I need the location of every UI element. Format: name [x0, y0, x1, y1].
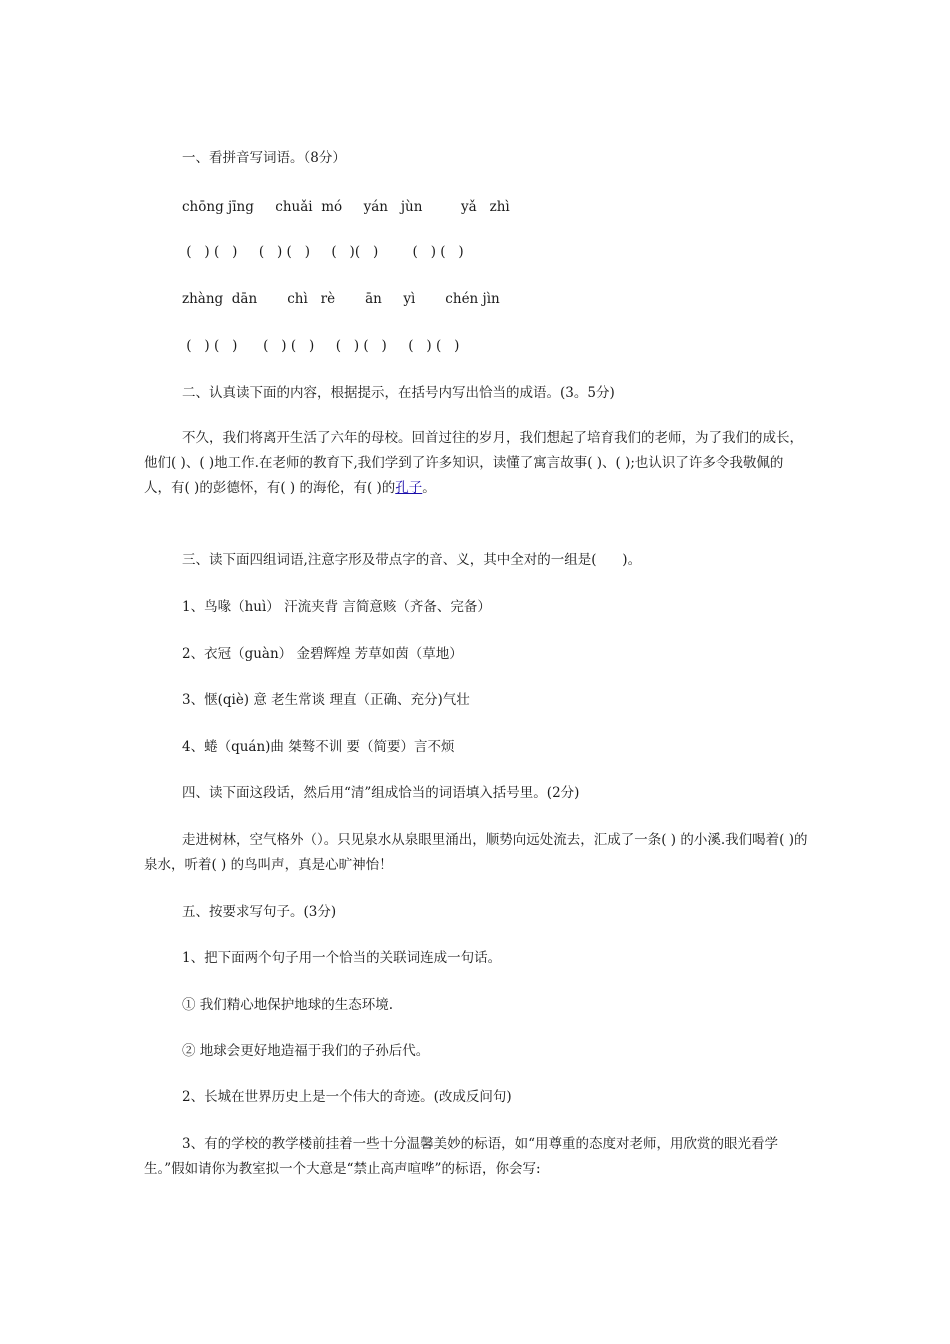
question-3: 3、有的学校的教学楼前挂着一些十分温馨美妙的标语，如“用尊重的态度对老师，用欣赏的眼光看学生。”假如请你为教室拟一个大意是“禁止高声喧哗”的标语，你会写: — [144, 1136, 778, 1177]
section-2-passage — [144, 426, 808, 501]
passage-text: 不久，我们将离开生活了六年的母校。回首过往的岁月，我们想起了培育我们的老师，为了我们的成长，他们( )、( )地工作.在老师的教育下,我们学到了许多知识，读懂了寓言故事( )、( );也认识了许多令我敬佩的人，有( )的彭德怀，有( ) 的海伦，有( )的 — [144, 430, 803, 496]
option-item: 1、鸟喙（huì） 汗流夹背 言简意赅（齐备、完备） — [182, 599, 491, 615]
section-4-passage: 走进树林，空气格外（）。只见泉水从泉眼里涌出，顺势向远处流去，汇成了一条( ) 的小溪.我们喝着( )的泉水，听着( ) 的鸟叫声，真是心旷神怡！ — [144, 832, 808, 873]
option-item: 2、衣冠（guàn） 金碧辉煌 芳草如茵（草地） — [182, 646, 463, 662]
option-item: 4、蜷（quán)曲 桀骜不训 要（简要）言不烦 — [182, 739, 455, 755]
blank-row-2: ( ) ( ) ( ) ( ) ( ) ( ) ( ) ( ) — [182, 338, 460, 354]
section-4-heading: 四、读下面这段话，然后用“清”组成恰当的词语填入括号里。(2分) — [182, 785, 580, 801]
question-1-sentence-a: ① 我们精心地保护地球的生态环境. — [182, 997, 394, 1013]
section-5-heading: 五、按要求写句子。(3分) — [182, 904, 337, 920]
pinyin-row-2: zhàng dān chì rè ān yì chén jìn — [182, 291, 500, 307]
question-1-sentence-b: ② 地球会更好地造福于我们的子孙后代。 — [182, 1043, 430, 1059]
section-3-heading: 三、读下面四组词语,注意字形及带点字的音、义，其中全对的一组是( )。 — [182, 552, 642, 568]
section-1-heading: 一、看拼音写词语。（8分） — [182, 150, 346, 166]
option-item: 3、惬(qiè) 意 老生常谈 理直（正确、充分)气壮 — [182, 692, 470, 708]
question-2: 2、长城在世界历史上是一个伟大的奇迹。(改成反问句) — [182, 1089, 512, 1105]
question-1: 1、把下面两个句子用一个恰当的关联词连成一句话。 — [182, 950, 502, 966]
confucius-link[interactable]: 孔子 — [395, 480, 423, 496]
section-2-heading: 二、认真读下面的内容，根据提示，在括号内写出恰当的成语。(3。5分) — [182, 385, 615, 401]
blank-row-1: ( ) ( ) ( ) ( ) ( )( ) ( ) ( ) — [182, 244, 464, 260]
passage-end: 。 — [422, 480, 436, 496]
pinyin-row-1: chōng jīng chuǎi mó yán jùn yǎ zhì — [182, 199, 510, 215]
